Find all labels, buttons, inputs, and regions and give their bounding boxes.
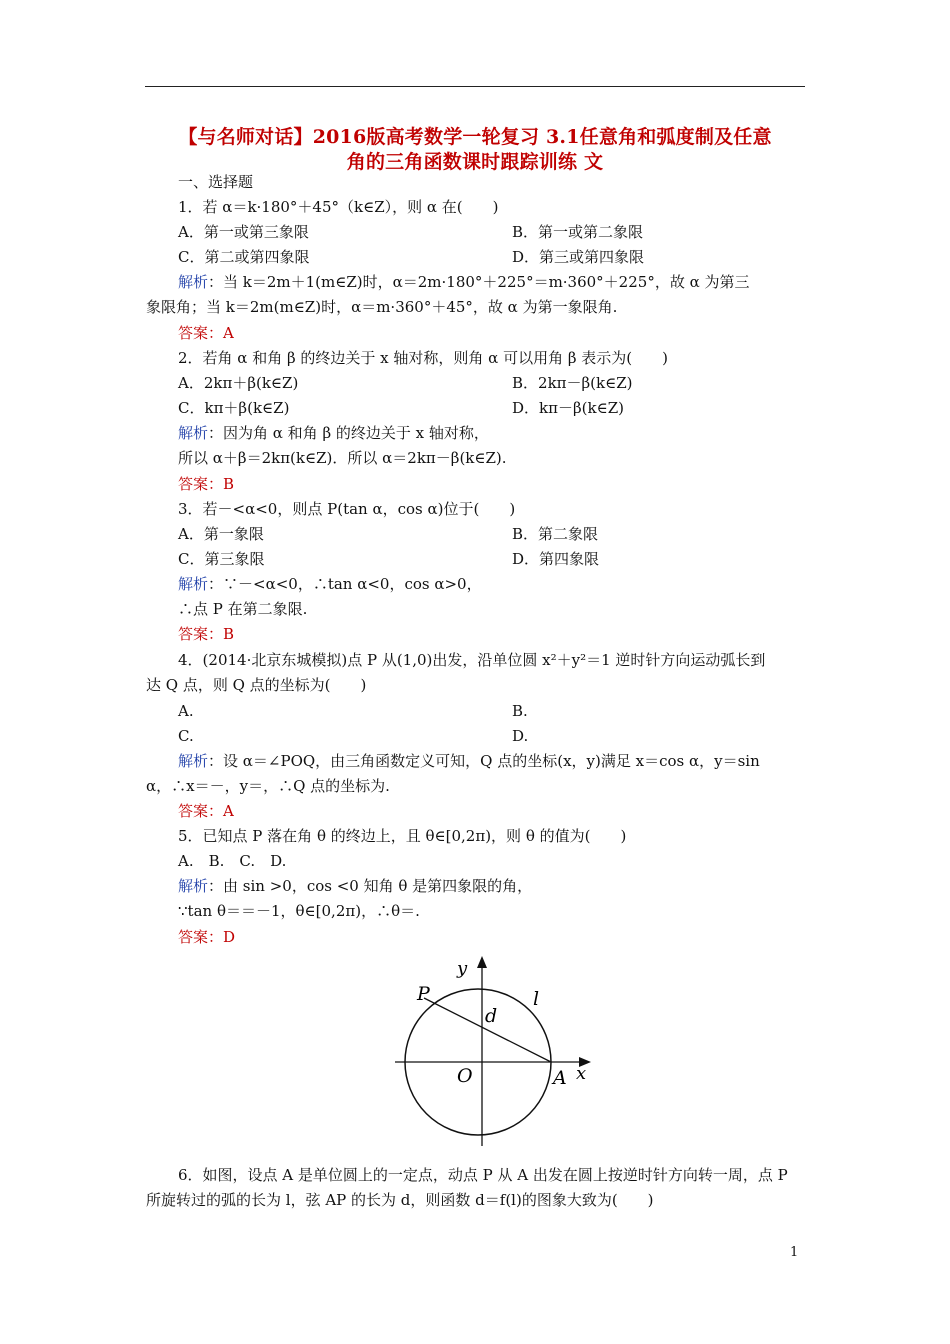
q3-stem: 3．若－<α<0，则点 P(tan α，cos α)位于( ) <box>178 500 516 518</box>
q1-analysis-line1 <box>178 272 749 292</box>
q4-analysis-text: ：设 α＝∠POQ，由三角函数定义可知，Q 点的坐标(x，y)满足 x＝cos α，y＝sin <box>208 752 760 770</box>
analysis-label: 解析 <box>178 273 209 291</box>
q3-option-a: A．第一象限 <box>178 525 264 543</box>
q1-option-b: B．第一或第二象限 <box>512 223 644 241</box>
label-d: d <box>485 1005 498 1027</box>
q1-option-d: D．第三或第四象限 <box>512 248 645 266</box>
q4-answer: 答案：A <box>178 802 234 820</box>
page-number: 1 <box>790 1245 799 1260</box>
q3-option-c: C．第三象限 <box>178 550 265 568</box>
label-a: A <box>553 1067 567 1089</box>
q1-answer: 答案：A <box>178 324 234 342</box>
q5-stem: 5．已知点 P 落在角 θ 的终边上，且 θ∈[0,2π)，则 θ 的值为( ) <box>178 827 627 845</box>
unit-circle-figure <box>395 950 600 1150</box>
q2-analysis-line1 <box>178 423 489 443</box>
doc-title-line2: 角的三角函数课时跟踪训练 文 <box>346 151 604 173</box>
label-p: P <box>417 983 430 1005</box>
q3-option-b: B．第二象限 <box>512 525 599 543</box>
q2-option-d: D．kπ－β(k∈Z) <box>512 399 624 417</box>
header-rule <box>145 86 805 87</box>
q2-option-b: B．2kπ－β(k∈Z) <box>512 374 633 392</box>
section-heading: 一、选择题 <box>178 173 254 191</box>
q4-option-a: A. <box>178 702 194 720</box>
q1-option-c: C．第二或第四象限 <box>178 248 310 266</box>
q6-stem-line2: 所旋转过的弧的长为 l，弦 AP 的长为 d，则函数 d＝f(l)的图象大致为( ) <box>146 1191 654 1209</box>
q5-answer: 答案：D <box>178 928 236 946</box>
q3-analysis-text: ：∵－<α<0，∴tan α<0，cos α>0， <box>208 575 482 593</box>
q6-stem-line1: 6．如图，设点 A 是单位圆上的一定点，动点 P 从 A 出发在圆上按逆时针方向转一周，点 P <box>178 1166 788 1184</box>
q2-analysis-line2: 所以 α＋β＝2kπ(k∈Z)．所以 α＝2kπ－β(k∈Z). <box>178 449 507 467</box>
q4-analysis-line2: α，∴x＝－，y＝，∴Q 点的坐标为. <box>146 777 390 795</box>
q4-option-b: B. <box>512 702 528 720</box>
label-x: x <box>576 1063 587 1084</box>
label-y: y <box>457 958 468 979</box>
label-l: l <box>533 988 540 1010</box>
analysis-label: 解析 <box>178 424 209 442</box>
analysis-label: 解析 <box>178 752 209 770</box>
analysis-label: 解析 <box>178 877 209 895</box>
q1-analysis-line2: 象限角；当 k＝2m(m∈Z)时，α＝m·360°＋45°，故 α 为第一象限角. <box>146 298 618 316</box>
q5-options: A. B. C. D. <box>178 852 287 870</box>
q5-analysis-line1 <box>178 876 532 896</box>
q2-analysis-text: ：因为角 α 和角 β 的终边关于 x 轴对称， <box>208 424 489 442</box>
q4-analysis-line1 <box>178 751 760 771</box>
q1-stem: 1．若 α＝k·180°＋45°（k∈Z），则 α 在( ) <box>178 198 499 216</box>
q3-analysis-line1 <box>178 574 482 594</box>
q4-stem-line2: 达 Q 点，则 Q 点的坐标为( ) <box>146 676 367 694</box>
analysis-label: 解析 <box>178 575 209 593</box>
q5-analysis-line2: ∵tan θ＝＝－1，θ∈[0,2π)，∴θ＝. <box>178 902 420 920</box>
q5-analysis-text: ：由 sin >0，cos <0 知角 θ 是第四象限的角， <box>208 877 533 895</box>
y-axis-arrow <box>477 956 487 968</box>
q1-analysis-text: ：当 k＝2m＋1(m∈Z)时，α＝2m·180°＋225°＝m·360°＋225°，故 α 为第三 <box>208 273 750 291</box>
q1-option-a: A．第一或第三象限 <box>178 223 309 241</box>
label-o: O <box>457 1065 473 1087</box>
q3-option-d: D．第四象限 <box>512 550 600 568</box>
q3-analysis-line2: ∴点 P 在第二象限. <box>178 600 308 618</box>
doc-title-line1: 【与名师对话】2016版高考数学一轮复习 3.1任意角和弧度制及任意 <box>178 126 772 148</box>
q2-stem: 2．若角 α 和角 β 的终边关于 x 轴对称，则角 α 可以用角 β 表示为( ) <box>178 349 668 367</box>
q4-stem-line1: 4．(2014·北京东城模拟)点 P 从(1,0)出发，沿单位圆 x²＋y²＝1 逆时针方向运动弧长到 <box>178 651 766 669</box>
q2-option-c: C．kπ＋β(k∈Z) <box>178 399 290 417</box>
q4-option-d: D. <box>512 727 529 745</box>
q2-answer: 答案：B <box>178 475 235 493</box>
q4-option-c: C. <box>178 727 194 745</box>
q2-option-a: A．2kπ＋β(k∈Z) <box>178 374 299 392</box>
q3-answer: 答案：B <box>178 625 235 643</box>
